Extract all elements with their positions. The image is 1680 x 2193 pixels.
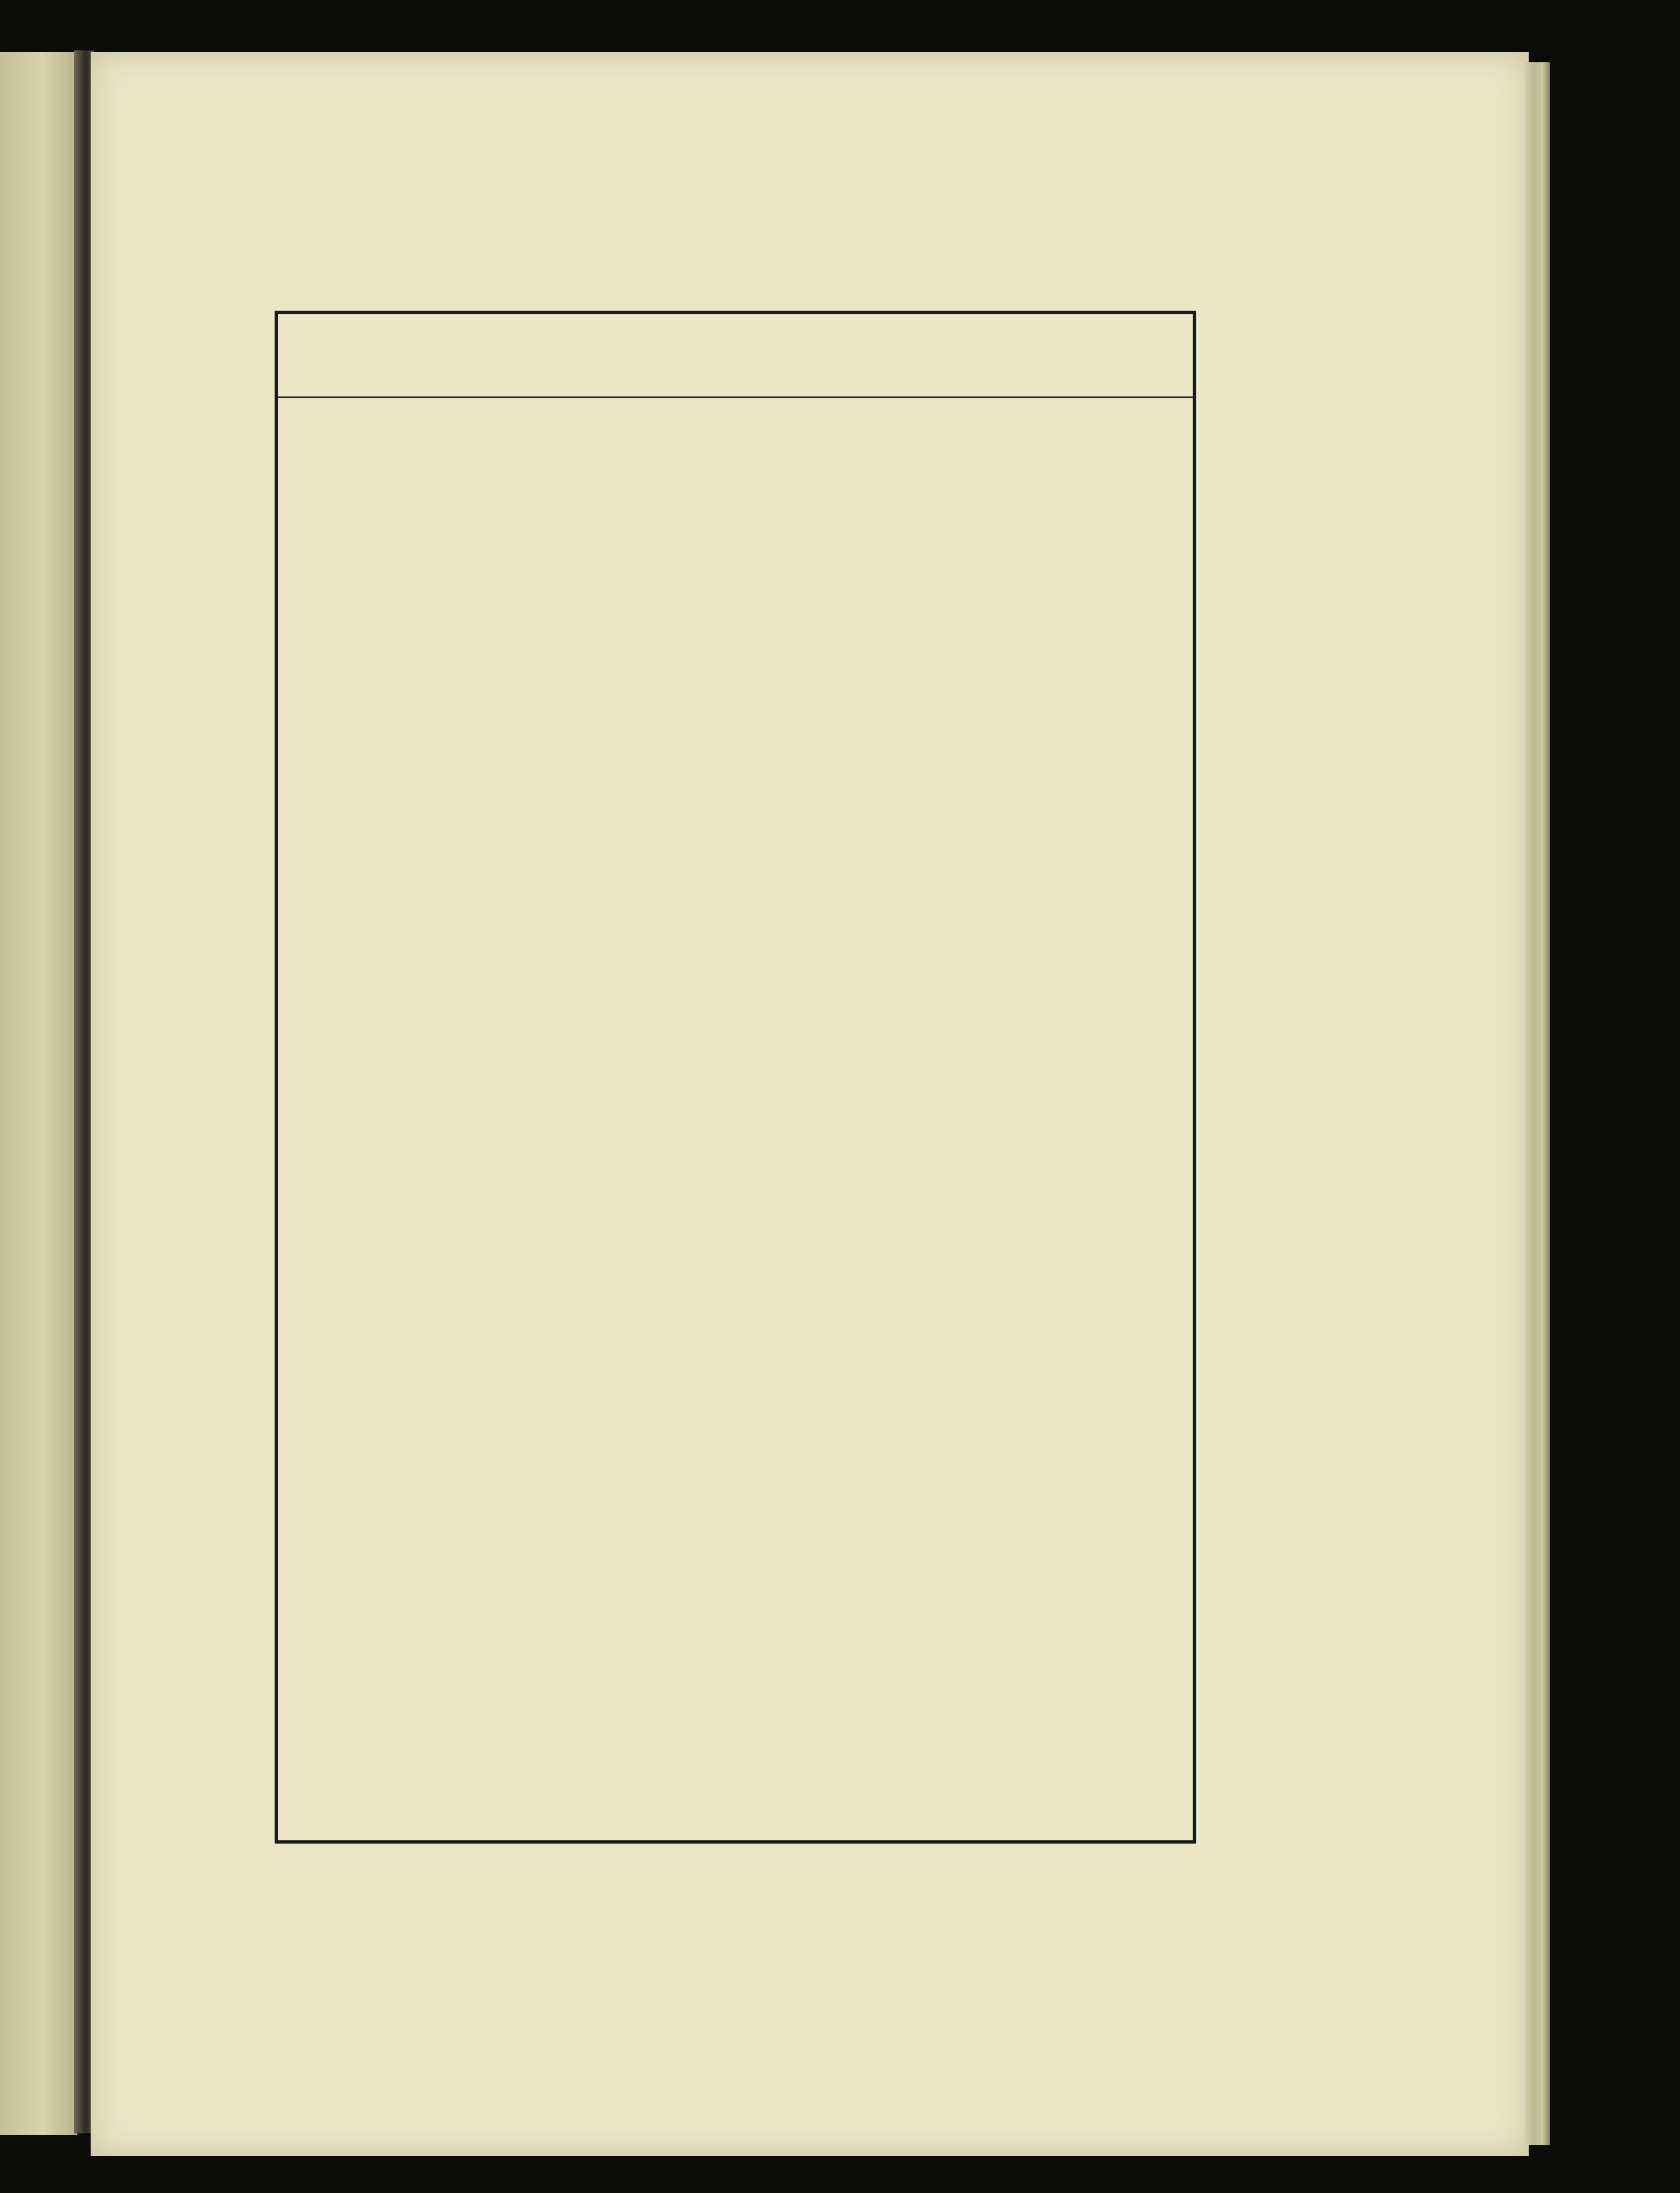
page-stack-edge: [1525, 62, 1550, 2145]
section-heading: [278, 314, 1193, 397]
section-row: [278, 314, 1193, 397]
bohrregister-table: [275, 311, 1196, 1844]
register-grid: [278, 314, 1193, 397]
left-page-edge: [0, 52, 77, 2135]
